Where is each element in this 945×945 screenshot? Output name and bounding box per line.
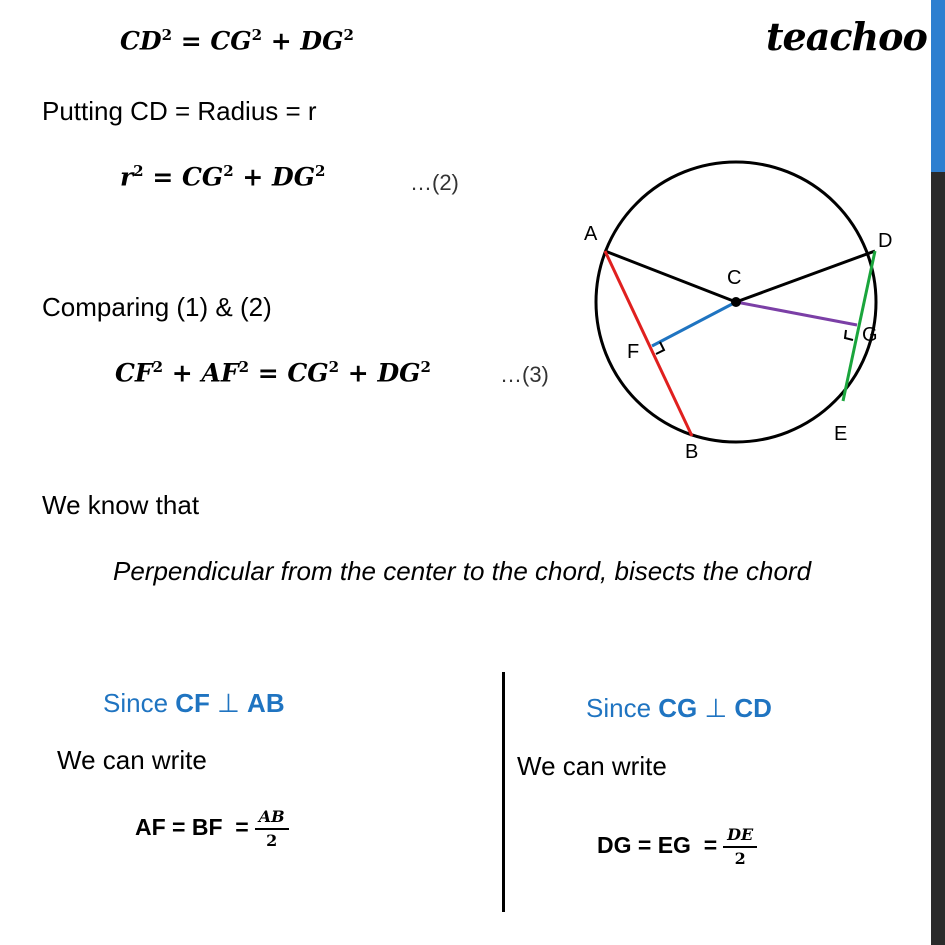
segment-cg	[736, 302, 857, 325]
eq-r-term1: CG	[181, 162, 224, 192]
label-g: G	[862, 324, 878, 346]
right-result-text: DG = EG =	[597, 832, 718, 859]
left-frac-num: AB	[255, 808, 289, 830]
left-since-b: AB	[247, 688, 285, 718]
left-since-a: CF	[175, 688, 210, 718]
right-since-line	[586, 693, 772, 724]
right-result	[597, 826, 757, 868]
radius-cd	[736, 251, 875, 302]
left-fraction	[255, 808, 289, 850]
eq-r-lhs: r	[120, 162, 134, 192]
circle-diagram	[575, 140, 925, 470]
label-f: F	[627, 341, 640, 363]
eq-r-term2: DG	[272, 162, 316, 192]
equation-tag-2: …(2)	[410, 170, 459, 195]
label-a: A	[584, 223, 598, 245]
equation-tag-3: …(3)	[500, 362, 549, 387]
center-point	[731, 297, 741, 307]
eq3-term3: CG	[287, 358, 329, 388]
left-result	[135, 808, 289, 850]
right-perp-symbol: ⊥	[697, 693, 735, 723]
equation-r: $r^2 = CG^2 + DG^2$	[120, 162, 326, 192]
putting-text: Putting CD = Radius = r	[42, 96, 317, 126]
equation-3: $CF^2 + AF^2 = CG^2 + DG^2$	[115, 358, 431, 388]
teachoo-logo: teachoo	[766, 14, 927, 59]
theorem-text: Perpendicular from the center to the chord, bisects the chord	[113, 556, 812, 586]
right-can-write: We can write	[517, 751, 667, 781]
equation-cd: $CD^2 = CG^2 + DG^2$	[120, 26, 354, 56]
eq-cd-lhs: CD	[120, 26, 162, 56]
right-frac-num: DE	[723, 826, 757, 848]
right-since-prefix: Since	[586, 693, 659, 723]
label-b: B	[685, 441, 699, 463]
left-since-line	[103, 688, 285, 719]
right-angle-g	[845, 330, 853, 340]
right-frac-den: 2	[734, 849, 746, 868]
eq3-term2: AF	[201, 358, 239, 388]
eq-cd-term2: DG	[300, 26, 344, 56]
segment-cf	[652, 302, 736, 346]
column-divider	[502, 672, 505, 912]
eq3-term1: CF	[115, 358, 153, 388]
label-c: C	[727, 267, 742, 289]
right-since-b: CD	[734, 693, 772, 723]
eq3-term4: DG	[377, 358, 421, 388]
know-text: We know that	[42, 490, 200, 520]
right-fraction	[723, 826, 757, 868]
left-perp-symbol: ⊥	[209, 688, 248, 718]
eq-cd-term1: CG	[210, 26, 252, 56]
label-e: E	[834, 423, 848, 445]
left-since-prefix: Since	[103, 688, 176, 718]
label-d: D	[878, 230, 893, 252]
left-result-text: AF = BF =	[135, 814, 249, 841]
left-frac-den: 2	[266, 831, 278, 850]
left-can-write: We can write	[57, 745, 207, 775]
right-since-a: CG	[658, 693, 698, 723]
comparing-text: Comparing (1) & (2)	[42, 292, 272, 322]
scrollbar-thumb[interactable]	[931, 0, 945, 172]
